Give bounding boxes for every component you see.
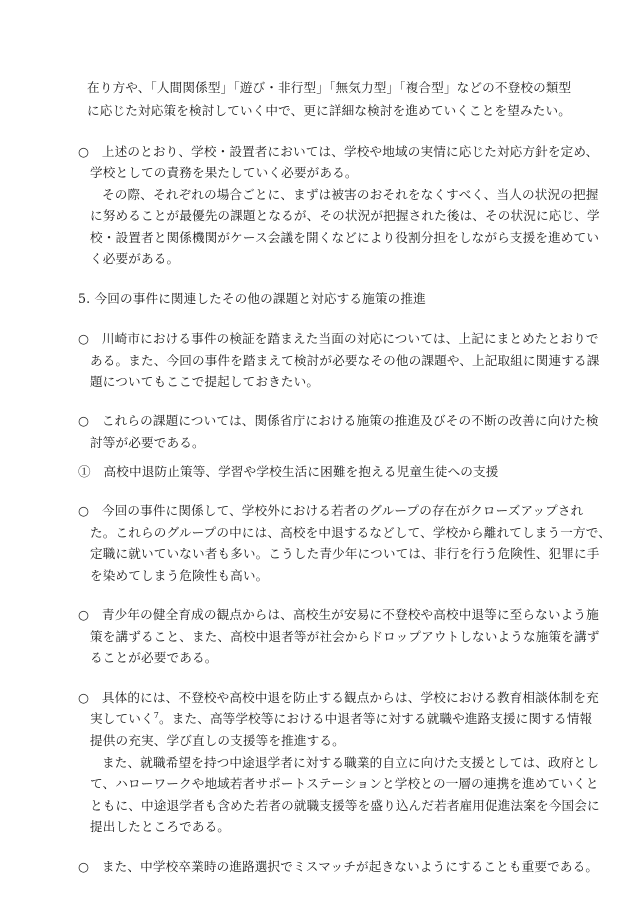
text-line: ○ 青少年の健全育成の観点からは、高校生が安易に不登校や高校中退等に至らないよう施 — [78, 607, 599, 622]
text-line: ともに、中途退学者も含めた若者の就職支援等を盛り込んだ若者雇用促進法案を今国会に — [90, 798, 600, 813]
text-line: て、ハローワークや地域若者サポートステーションと学校との一層の連携を進めていくと — [90, 776, 599, 791]
text-line: また、就職希望を持つ中途退学者に対する職業的自立に向けた支援としては、政府とし — [102, 755, 600, 770]
text-line: ○ 今回の事件に関係して、学校外における若者のグループの存在がクローズアップされ — [78, 503, 584, 518]
text-line: ○ また、中学校卒業時の進路選択でミスマッチが起きないようにすることも重要である。 — [78, 859, 599, 874]
text-line: に応じた対応策を検討していく中で、更に詳細な検討を進めていくことを望みたい。 — [87, 103, 572, 118]
text-line: を染めてしまう危険性も高い。 — [90, 568, 269, 583]
text-line: 定職に就いていない者も多い。こうした青少年については、非行を行う危険性、犯罪に手 — [90, 546, 600, 561]
text-line-with-footnote — [90, 709, 592, 729]
text-fragment: 。また、高等学校等における中退者等に対する就職や進路支援に関する情報 — [158, 711, 593, 726]
subsection-heading: ① 高校中退防止策等、学習や学校生活に困難を抱える児童生徒への支援 — [78, 464, 499, 479]
text-line: 提出したところである。 — [90, 819, 231, 834]
footnote-marker: 7 — [153, 710, 159, 720]
text-line: 校・設置者と関係機関がケース会議を開くなどにより役割分担をしながら支援を進めてい — [90, 230, 600, 245]
text-line: ○ 具体的には、不登校や高校中退を防止する観点からは、学校における教育相談体制を充 — [78, 690, 599, 705]
text-line: その際、それぞれの場合ごとに、まずは被害のおそれをなくすべく、当人の状況の把握 — [102, 187, 599, 202]
text-line: 討等が必要である。 — [90, 435, 205, 450]
text-line: ることが必要である。 — [90, 650, 218, 665]
text-line: ○ これらの課題については、関係省庁における施策の推進及びその不断の改善に向けた検 — [78, 413, 599, 428]
text-line: ○ 上述のとおり、学校・設置者においては、学校や地域の実情に応じた対応方針を定め、 — [78, 144, 599, 159]
text-line: ○ 川崎市における事件の検証を踏まえた当面の対応については、上記にまとめたとおりで — [78, 331, 599, 346]
text-line: に努めることが最優先の課題となるが、その状況が把握された後は、その状況に応じ、学 — [90, 208, 600, 223]
text-line: た。これらのグループの中には、高校を中退するなどして、学校から離れてしまう一方で、 — [90, 525, 611, 540]
text-line: く必要がある。 — [90, 251, 180, 266]
text-line: 策を講ずること、また、高校中退者等が社会からドロップアウトしないような施策を講ず — [90, 629, 600, 644]
text-line: 学校としての責務を果たしていく必要がある。 — [90, 165, 358, 180]
section-heading: 5. 今回の事件に関連したその他の課題と対応する施策の推進 — [78, 291, 426, 306]
text-line: 提供の充実、学び直しの支援等を推進する。 — [90, 733, 345, 748]
text-line: 題についてもここで提起しておきたい。 — [90, 374, 320, 389]
text-line: ある。また、今回の事件を踏まえて検討が必要なその他の課題や、上記取組に関連する課 — [90, 353, 600, 368]
text-line: 在り方や、「人間関係型」「遊び・非行型」「無気力型」「複合型」などの不登校の類型 — [87, 80, 572, 95]
text-fragment: 実していく — [90, 711, 154, 726]
